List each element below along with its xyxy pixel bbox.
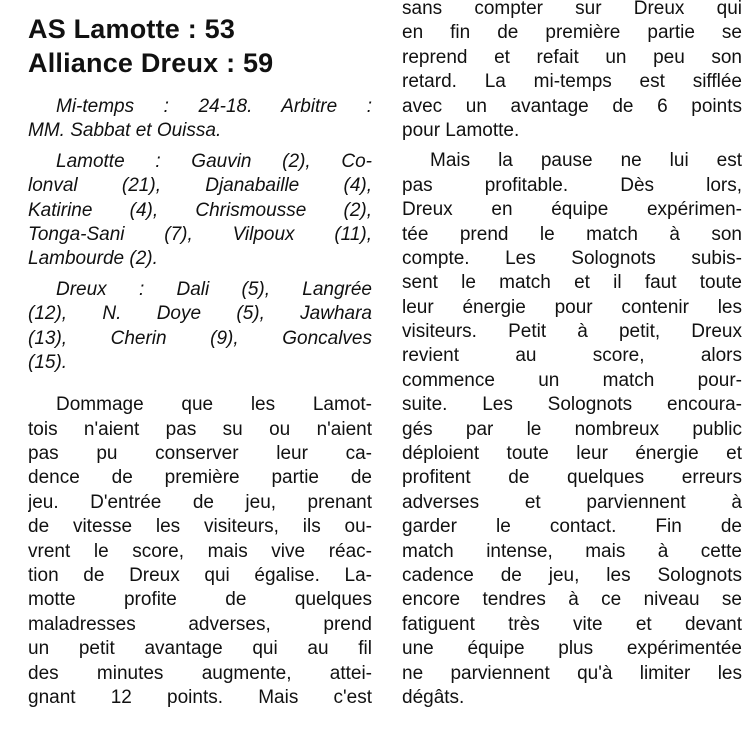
text-line: en fin de première partie se [402, 22, 742, 44]
text-line: revient au score, alors [402, 345, 742, 367]
text-line: maladresses adverses, prend [28, 613, 372, 635]
headline [28, 12, 372, 80]
right-column [402, 0, 742, 710]
text-line: gnant 12 points. Mais c'est [28, 686, 372, 708]
halftime-referee-info [28, 95, 372, 144]
text-line: ne parviennent qu'à limiter les [402, 662, 742, 684]
text-line: Mais la pause ne lui est [430, 150, 742, 172]
text-line: commence un match pour- [402, 369, 742, 391]
text-line: Lamotte : Gauvin (2), Co- [56, 150, 372, 172]
text-line: tois n'aient pas su ou n'aient [28, 418, 372, 440]
text-line: des minutes augmente, attei- [28, 662, 372, 684]
text-line: vrent le score, mais vive réac- [28, 540, 372, 562]
text-line: suite. Les Solognots encoura- [402, 394, 742, 416]
text-line: adverses et parviennent à [402, 491, 742, 513]
text-line: Dreux : Dali (5), Langrée [56, 278, 372, 300]
article-body-right-p1 [402, 0, 742, 143]
text-line: déploient toute leur énergie et [402, 443, 742, 465]
text-line: sans compter sur Dreux qui [402, 0, 742, 19]
text-line: motte profite de quelques [28, 589, 372, 611]
text-line: Mi-temps : 24-18. Arbitre : [56, 96, 372, 117]
text-line: tée prend le match à son [402, 223, 742, 245]
text-line: retard. La mi-temps est sifflée [402, 71, 742, 93]
dreux-scorers [28, 278, 372, 376]
text-line: pas pu conserver leur ca- [28, 443, 372, 465]
text-line: pour Lamotte. [402, 119, 520, 141]
text-line: gés par le nombreux public [402, 418, 742, 440]
text-line: encore tendres à ce niveau se [402, 589, 742, 611]
text-line: profitent de quelques erreurs [402, 467, 742, 489]
article-body-left [28, 393, 372, 710]
text-line: reprend et refait un peu son [402, 46, 742, 68]
text-line: pas profitable. Dès lors, [402, 174, 742, 196]
text-line: dence de première partie de [28, 467, 372, 489]
text-line: lonval (21), Djanabaille (4), [28, 175, 372, 197]
text-line: match intense, mais à cette [402, 540, 742, 562]
headline-home-score: AS Lamotte : 53 [28, 14, 236, 44]
headline-away-score: Alliance Dreux : 59 [28, 48, 274, 78]
text-line: un petit avantage qui au fil [28, 638, 372, 660]
text-line: cadence de jeu, les Solognots [402, 564, 742, 586]
left-column [28, 12, 372, 710]
text-line: fatiguent très vite et devant [402, 613, 742, 635]
text-line: Katirine (4), Chrismousse (2), [28, 199, 372, 221]
text-line: Dreux en équipe expérimen- [402, 199, 742, 221]
text-line: Tonga-Sani (7), Vilpoux (11), [28, 223, 372, 245]
text-line: compte. Les Solognots subis- [402, 247, 742, 269]
text-line: (12), N. Doye (5), Jawhara [28, 303, 372, 325]
text-line: leur énergie pour contenir les [402, 296, 742, 318]
text-line: jeu. D'entrée de jeu, prenant [28, 491, 372, 513]
text-line: visiteurs. Petit à petit, Dreux [402, 321, 742, 343]
text-line: (15). [28, 351, 68, 373]
text-line: sent le match et il faut toute [402, 272, 742, 294]
text-line: (13), Cherin (9), Goncalves [28, 327, 372, 349]
text-line: tion de Dreux qui égalise. La- [28, 565, 372, 587]
text-line: Lambourde (2). [28, 248, 158, 270]
lamotte-scorers [28, 150, 372, 272]
text-line: une équipe plus expérimentée [402, 638, 742, 660]
article-body-right-p2 [402, 149, 742, 710]
text-line: Dommage que les Lamot- [56, 394, 372, 416]
text-line: de vitesse les visiteurs, ils ou- [28, 516, 372, 538]
text-line: dégâts. [402, 686, 465, 708]
text-line: avec un avantage de 6 points [402, 95, 742, 117]
text-line: MM. Sabbat et Ouissa. [28, 120, 222, 142]
text-line: garder le contact. Fin de [402, 516, 742, 538]
